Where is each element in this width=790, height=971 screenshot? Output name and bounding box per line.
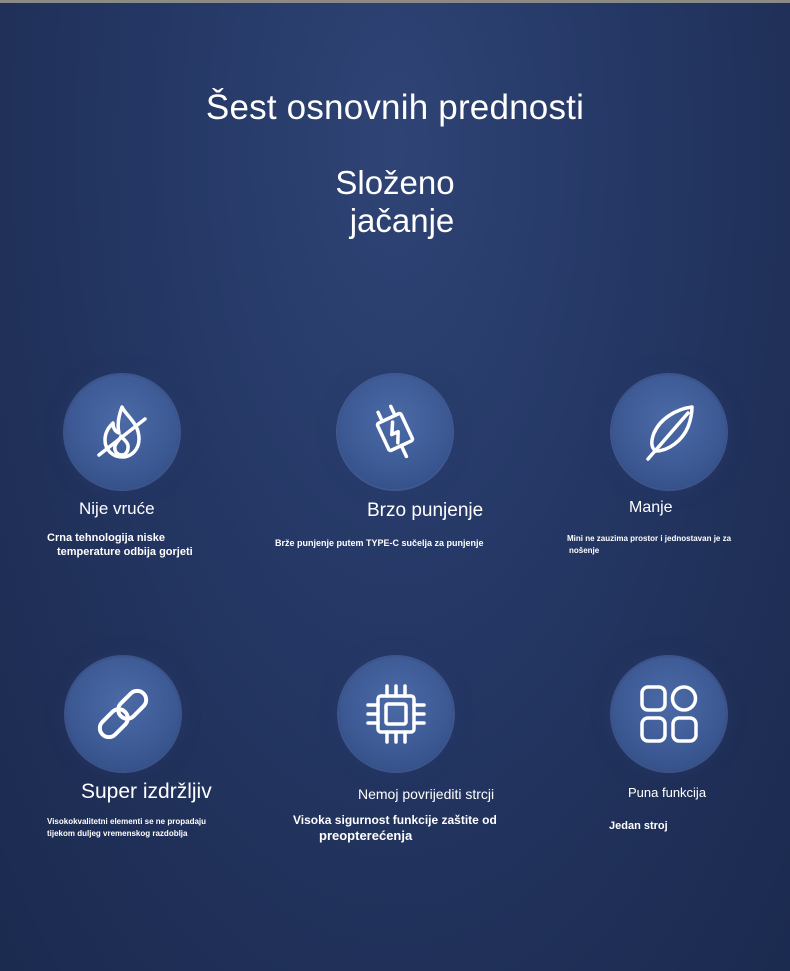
- feature-desc-not-hot-line-2: temperature odbija gorjeti: [57, 546, 193, 558]
- no-fire-icon: [65, 375, 179, 489]
- feature-desc-not-hot: [47, 531, 247, 559]
- feature-desc-full-function: Jedan stroj: [609, 820, 668, 832]
- chip-icon: [339, 657, 453, 771]
- feature-title-super-durable: Super izdržljiv: [81, 780, 212, 803]
- grid-icon: [612, 657, 726, 771]
- feature-title-fast-charging: Brzo punjenje: [367, 500, 484, 521]
- feature-desc-smaller-line-1: Mini ne zauzima prostor i jednostavan je za: [567, 534, 732, 543]
- feature-title-not-hot: Nije vruće: [79, 499, 155, 518]
- top-border-strip: [0, 0, 790, 3]
- page-subtitle: [295, 164, 495, 240]
- feature-desc-fast-charging: Brže punjenje putem TYPE-C sučelja za punjenje: [275, 538, 484, 548]
- chain-link-icon: [66, 657, 180, 771]
- feature-desc-safe-for-device-line-2: preopterećenja: [319, 828, 413, 843]
- usb-charging-icon: [338, 375, 452, 489]
- feature-desc-not-hot-line-1: Crna tehnologija niske: [47, 532, 165, 544]
- feature-desc-super-durable: [47, 816, 257, 840]
- feature-title-smaller: Manje: [629, 499, 673, 516]
- feature-title-safe-for-device: Nemoj povrijediti strcji: [358, 786, 495, 802]
- page-title: Šest osnovnih prednosti: [205, 88, 585, 127]
- feature-desc-smaller: [567, 533, 767, 557]
- subtitle-line-2: jačanje: [349, 202, 455, 239]
- feature-desc-super-durable-line-2: tijekom duljeg vremenskog razdoblja: [47, 829, 188, 838]
- feature-title-full-function: Puna funkcija: [628, 785, 707, 800]
- feature-desc-safe-for-device: [293, 813, 523, 843]
- feature-desc-smaller-line-2: nošenje: [569, 546, 600, 555]
- subtitle-line-1: Složeno: [335, 164, 455, 201]
- feather-icon: [612, 375, 726, 489]
- feature-desc-safe-for-device-line-1: Visoka sigurnost funkcije zaštite od: [293, 813, 497, 827]
- feature-desc-super-durable-line-1: Visokokvalitetni elementi se ne propadaju: [47, 817, 207, 826]
